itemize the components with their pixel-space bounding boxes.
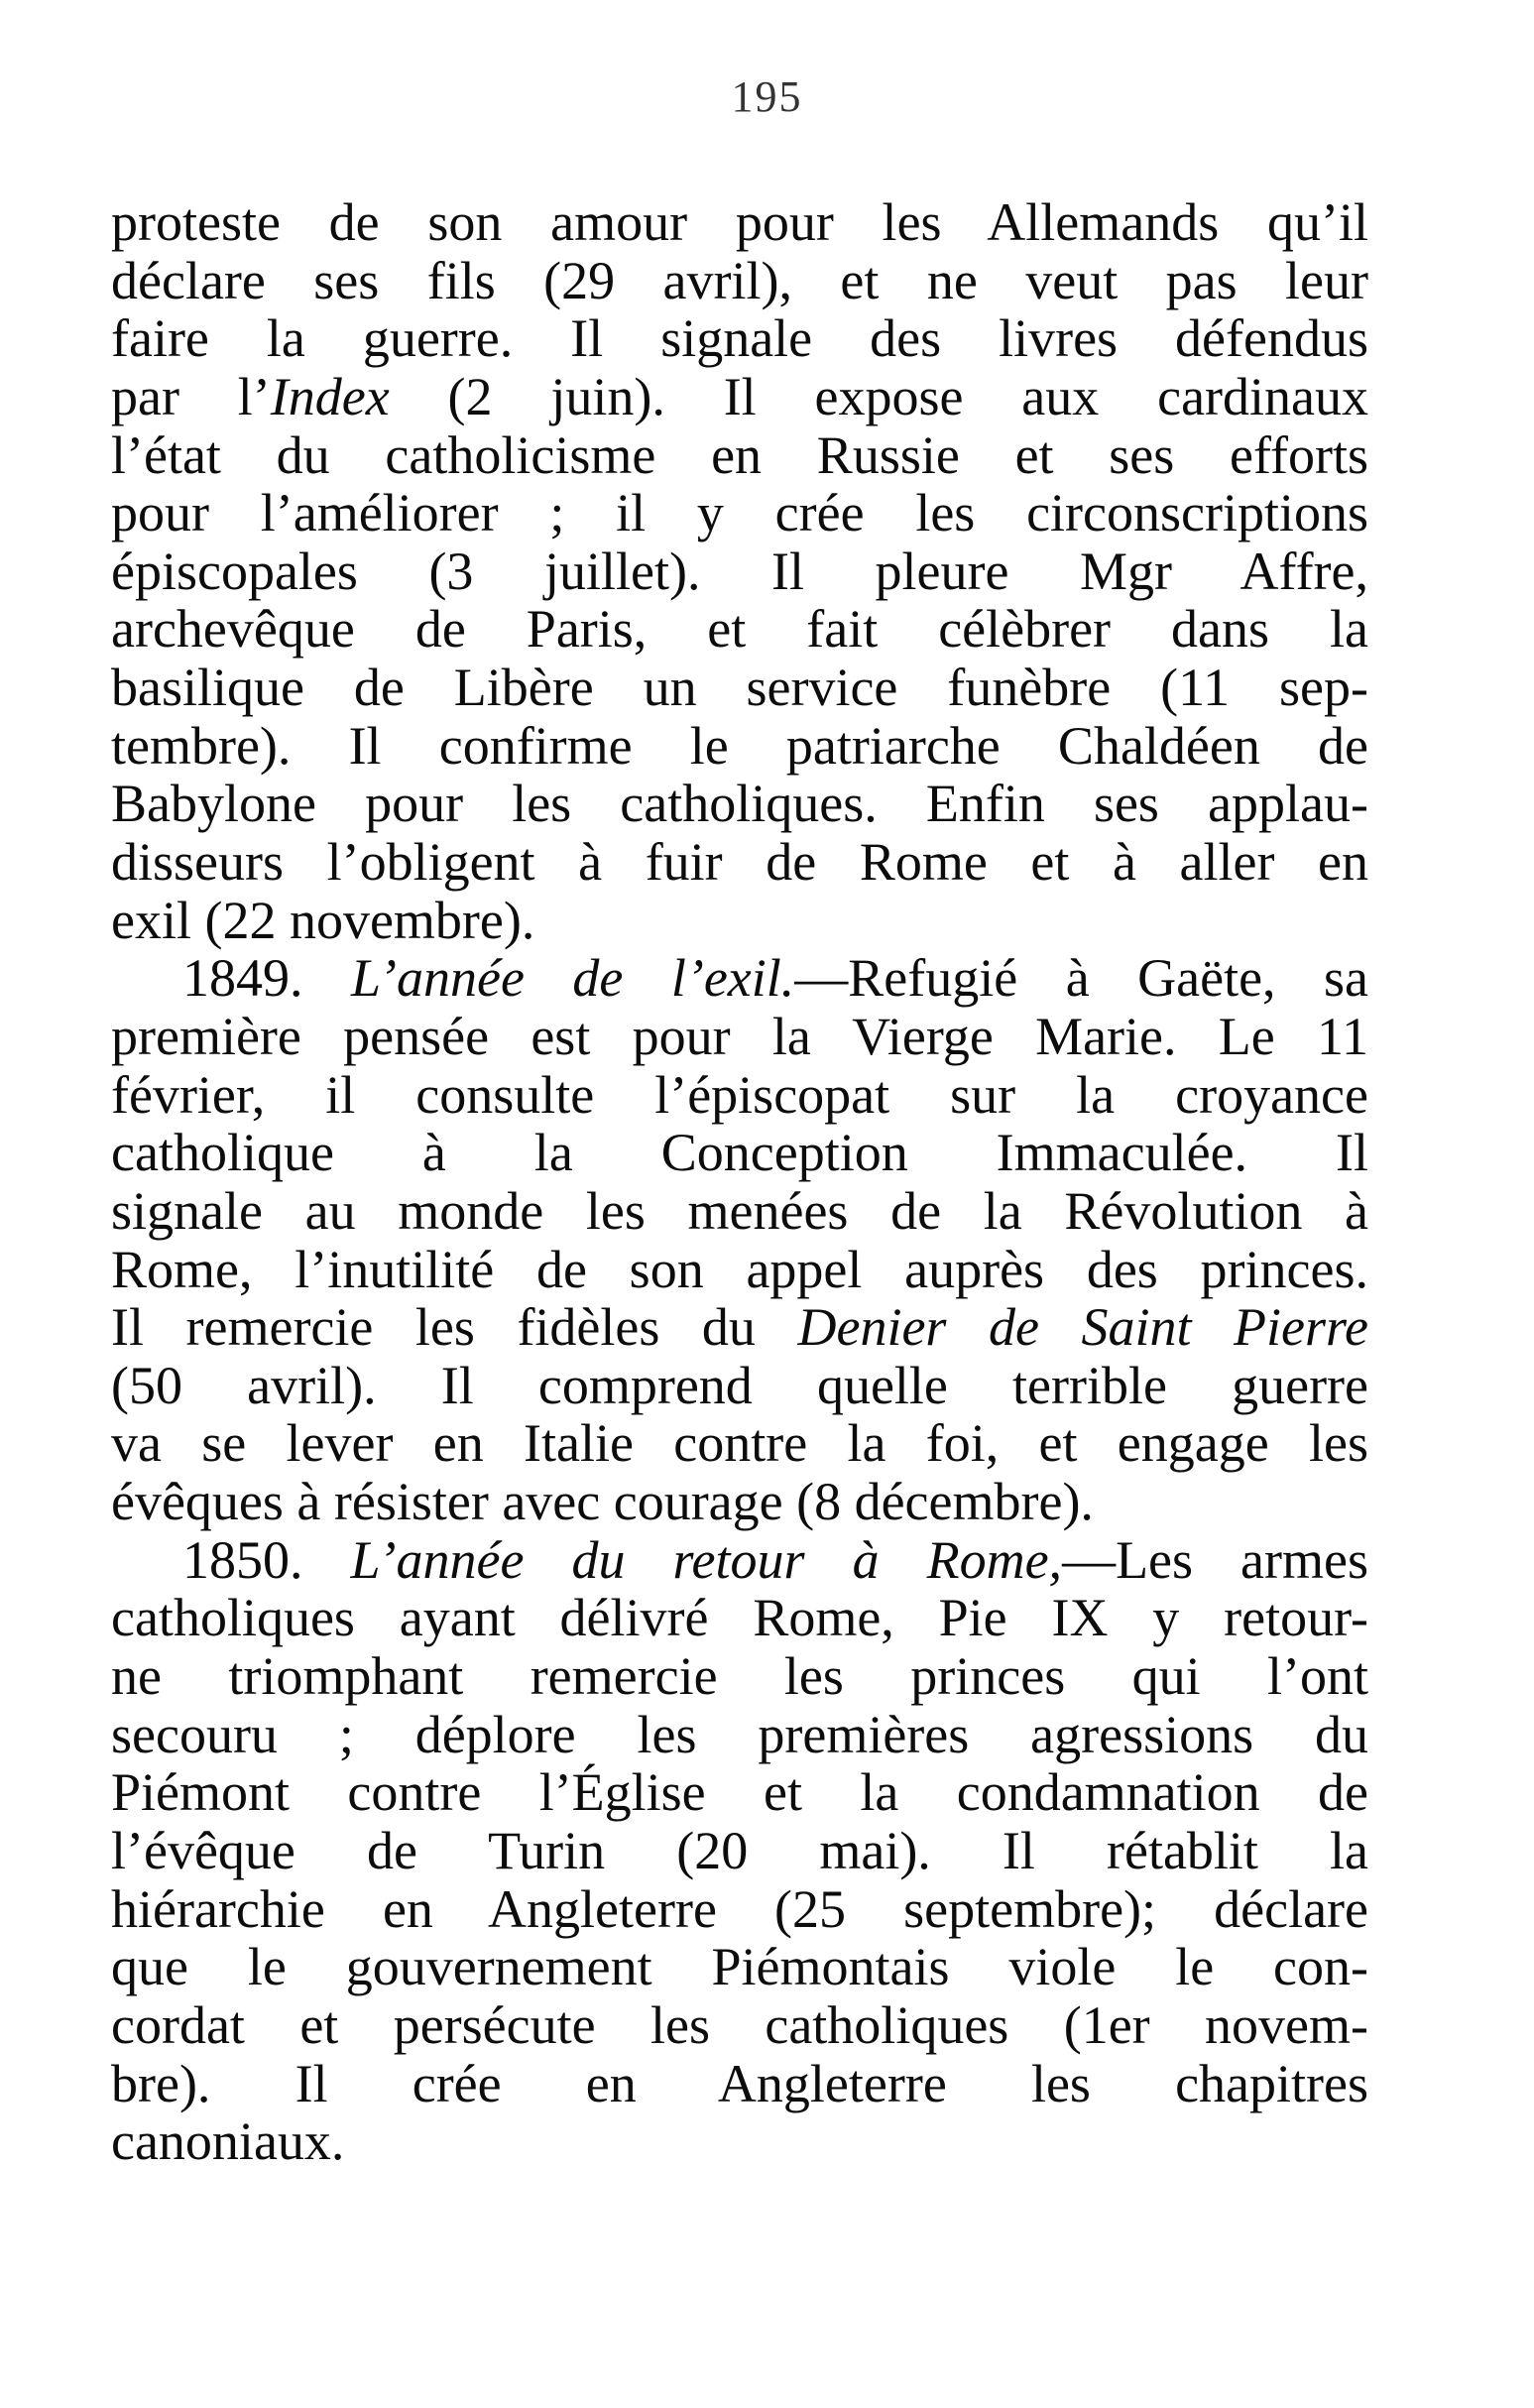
- text-segment: disseurs l’obligent à fuir de Rome et à aller en: [111, 832, 1368, 893]
- text-line: [111, 426, 1368, 485]
- text-line: [111, 1473, 1368, 1531]
- text-line: [111, 892, 1368, 950]
- text-segment: déclare ses fils (29 avril), et ne veut pas leur: [111, 250, 1368, 310]
- text-line: [111, 1706, 1368, 1764]
- italic-text: Denier de Saint Pierre: [797, 1297, 1368, 1358]
- text-line: [111, 1414, 1368, 1473]
- text-segment: —Refugié à Gaëte, sa: [794, 948, 1369, 1009]
- text-segment: Babylone pour les catholiques. Enfin ses applau-: [111, 774, 1368, 834]
- text-segment: signale au monde les menées de la Révolution à: [111, 1180, 1368, 1241]
- text-segment: 1850.: [182, 1529, 351, 1590]
- text-line: [111, 309, 1368, 368]
- text-line: [111, 1763, 1368, 1822]
- text-segment: (50 avril). Il comprend quelle terrible guerre: [111, 1355, 1368, 1415]
- text-segment: Piémont contre l’Église et la condamnation de: [111, 1762, 1368, 1823]
- text-segment: tembre). Il confirme le patriarche Chaldéen de: [111, 715, 1368, 776]
- text-line: [111, 717, 1368, 776]
- text-segment: secouru ; déplore les premières agressions du: [111, 1704, 1368, 1764]
- text-line: [111, 1066, 1368, 1125]
- text-segment: épiscopales (3 juillet). Il pleure Mgr Affre,: [111, 541, 1368, 601]
- italic-text: L’année du retour à Rome,: [350, 1529, 1063, 1590]
- text-segment: évêques à résister avec courage (8 décembre).: [111, 1472, 1094, 1532]
- text-segment: Rome, l’inutilité de son appel auprès des princes.: [111, 1239, 1368, 1299]
- text-line: [111, 2112, 1368, 2171]
- text-line: [111, 600, 1368, 659]
- italic-text: Index: [270, 366, 390, 426]
- italic-text: L’année de l’exil.: [350, 948, 795, 1009]
- text-segment: pour l’améliorer ; il y crée les circonscriptions: [111, 483, 1368, 543]
- text-segment: proteste de son amour pour les Allemands qu’il: [111, 192, 1368, 252]
- text-line: [111, 1241, 1368, 1299]
- body-text: [111, 193, 1368, 2171]
- text-segment: (2 juin). Il expose aux cardinaux: [389, 366, 1369, 426]
- text-line: [111, 1124, 1368, 1182]
- text-segment: hiérarchie en Angleterre (25 septembre); déclare: [111, 1878, 1368, 1939]
- text-segment: exil (22 novembre).: [111, 890, 535, 950]
- text-line: [111, 1996, 1368, 2055]
- text-line: [111, 542, 1368, 601]
- text-line: [111, 949, 1368, 1008]
- text-line: [111, 1531, 1368, 1590]
- text-segment: catholiques ayant délivré Rome, Pie IX y retour-: [111, 1588, 1368, 1648]
- text-line: [111, 833, 1368, 892]
- text-segment: l’évêque de Turin (20 mai). Il rétablit la: [111, 1820, 1368, 1880]
- text-line: [111, 2055, 1368, 2113]
- text-segment: première pensée est pour la Vierge Marie. Le 11: [111, 1006, 1368, 1066]
- text-line: [111, 1008, 1368, 1066]
- text-segment: archevêque de Paris, et fait célèbrer dans la: [111, 599, 1368, 660]
- text-line: [111, 775, 1368, 833]
- text-segment: —Les armes: [1062, 1529, 1368, 1590]
- text-segment: par l’: [111, 366, 271, 426]
- text-segment: février, il consulte l’épiscopat sur la croyance: [111, 1064, 1368, 1125]
- text-segment: 1849.: [182, 948, 351, 1009]
- text-segment: canoniaux.: [111, 2111, 345, 2172]
- page-number: 195: [731, 72, 803, 121]
- text-line: [111, 1357, 1368, 1415]
- text-segment: basilique de Libère un service funèbre (11 sep-: [111, 658, 1368, 718]
- text-segment: va se lever en Italie contre la foi, et engage les: [111, 1413, 1368, 1474]
- text-segment: bre). Il crée en Angleterre les chapitres: [111, 2053, 1368, 2113]
- text-line: [111, 1647, 1368, 1706]
- text-segment: catholique à la Conception Immaculée. Il: [111, 1123, 1368, 1183]
- text-line: [111, 193, 1368, 252]
- text-line: [111, 1298, 1368, 1357]
- text-segment: Il remercie les fidèles du: [111, 1297, 798, 1358]
- text-line: [111, 1822, 1368, 1880]
- text-line: [111, 1938, 1368, 1996]
- text-line: [111, 1880, 1368, 1939]
- text-segment: cordat et persécute les catholiques (1er novem-: [111, 1994, 1368, 2055]
- text-line: [111, 659, 1368, 717]
- text-line: [111, 252, 1368, 310]
- text-line: [111, 1182, 1368, 1241]
- text-segment: que le gouvernement Piémontais viole le con-: [111, 1937, 1368, 1997]
- text-segment: faire la guerre. Il signale des livres défendus: [111, 308, 1368, 369]
- text-segment: ne triomphant remercie les princes qui l’ont: [111, 1646, 1368, 1707]
- text-segment: l’état du catholicisme en Russie et ses efforts: [111, 424, 1368, 485]
- text-line: [111, 368, 1368, 426]
- text-line: [111, 1589, 1368, 1647]
- text-line: [111, 484, 1368, 542]
